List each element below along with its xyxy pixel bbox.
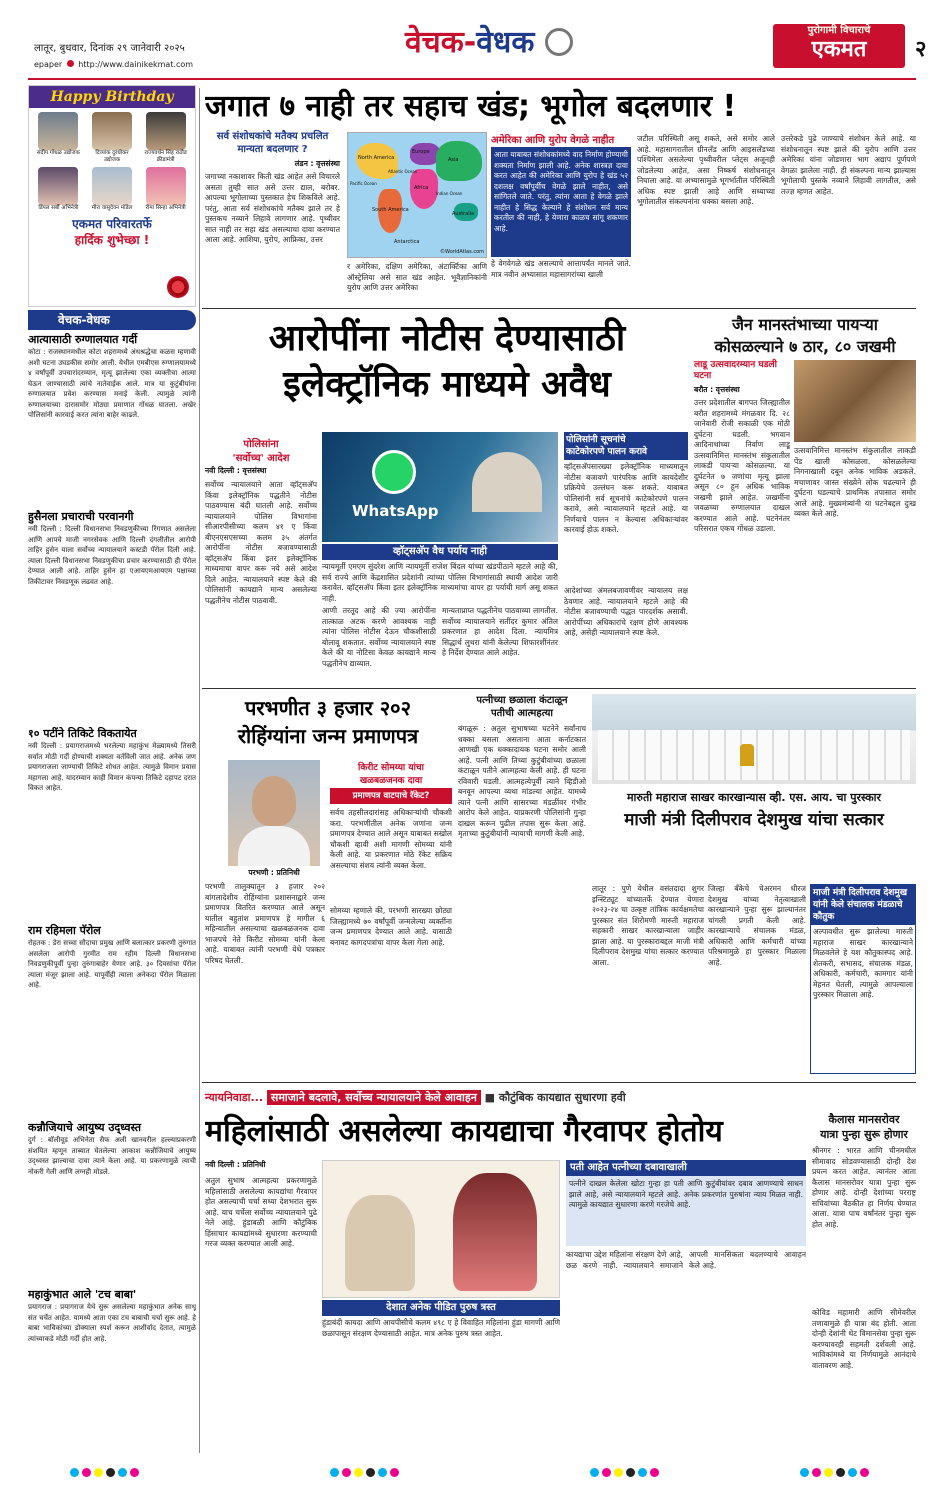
story3-body: उत्तर प्रदेशातील बागपत जिल्ह्यातील बरौत शहरामध्ये मंगळवार दि. २८ जानेवारी रोजी सकाळी एक मोठी दुर्घटना घडली. भगवान आदिनाथांच्या निर्वाण लाडू उत्सवानिमित्त मानस्तंभ संकुलातील लाकडी पायऱ्या कोसळल्या. या दुर्घटनेत ७ जणांचा मृत्यू झाला असून ८० हून अधिक भाविक जखमी झाले आहेत. जखमींना जवळच्या रुग्णालयात दाखल करण्यात आले आहे. घटनेनंतर परिसरात एकच गोंधळ उडाला. [694,398,790,533]
person-photo [146,112,186,150]
lead-body: जटील परिस्थिती असू शकते, असे समोर आले आहे. महासागरातील ग्रीनलँड आणि आइसलँडच्या पश्चिमेला असलेल्या पृथ्वीवरील प्लेट्स अजूनही जोडलेल्या आहेत, असा निष्कर्ष संशोधनातून निघाला आहे. या अभ्यासामुळे भूगर्भातील परिस्थिती अधिक स्पष्ट झाली आहे आणि सध्याच्या भूगोलातील संकल्पनांना धक्का बसला आहे. [637,134,775,206]
map-label: South America [372,207,409,213]
column-divider [199,88,200,1453]
story2-body: न्यायमूर्ती एमएम सुंदरेश आणि न्यायमूर्ती राजेश बिंदल यांच्या खंडपीठाने म्हटले आहे की, सर्व राज्ये आणि केंद्रशासित प्रदेशांनी त्यांच्या पोलिस विभागांसाठी स्थायी आदेश जारी करावेत. व्हॉट्सअ‍ॅप किंवा इतर इलेक्ट्रॉनिक माध्यमांचा वापर हा पर्यायी मार्ग असू शकत नाही. [322,562,558,603]
masthead [0,0,945,85]
sidebar-item: राम रहिमला पॅरोल रोहतक : डेरा सच्चा सौदाचा प्रमुख आणि बलात्कार प्रकरणी तुरुंगात असलेला आरोपी गुरमीत राम रहीम दिल्ली विधानसभा निवडणुकीपूर्वी पुन्हा तुरुंगाबाहेर येणार आहे. ३० दिवसांचा पॅरोल त्याला मंजूर झाला आहे. यापूर्वीही त्याला अनेकदा पॅरोल मिळाला आहे. [28,924,196,989]
lead-box-title: अमेरिका आणि युरोप वेगळे नाहीत [491,135,615,146]
map-label: Europe [412,149,430,155]
person-photo [146,167,186,205]
story2-side: पोलिसांनी सूचनांचे काटेकोरपणे पालन करावे व्हॉट्सअ‍ॅपसारख्या इलेक्ट्रॉनिक माध्यमातून नोटीस बजावणे पारंपरिक आणि कायदेशीर प्रक्रियेचे उल्लंघन करू शकते. याबाबत पोलिसांनी सर्व सूचनांचे काटेकोरपणे पालन करावे, असे न्यायालयाने म्हटले आहे. या निर्णयाचे पालन न केल्यास अधिकाऱ्यांवर कारवाई होऊ शकते. आदेशांच्या अंमलबजावणीवर न्यायालय लक्ष ठेवणार आहे. न्यायालयाने म्हटले आहे की नोटीस बजावण्याची पद्धत पारदर्शक असावी. आरोपींच्या अधिकारांचे रक्षण होणे आवश्यक आहे, असेही न्यायालयाने स्पष्ट केले. [564,432,688,682]
lead-body: हे वेगवेगळे खंड असल्याचे आत्तापर्यंत मानले जाते. मात्र नवीन अभ्यासात महासागरांच्या खाली [491,259,631,279]
story7-side-title: पती आहेत पत्नीच्या दबावाखाली [566,1160,806,1176]
story6-box [810,884,916,1074]
map-label: Indian Ocean [436,191,463,196]
story8-headline: कैलास मानसरोवर यात्रा पुन्हा सुरू होणार [820,1113,908,1141]
story2-side-title: पोलिसांनी सूचनांचे काटेकोरपणे पालन करावे [564,432,688,460]
story3-kicker: लाडू उत्सवादरम्यान घडली घटना [694,360,777,381]
story2-dateline: नवी दिल्ली : वृत्तसंस्था [205,466,267,475]
section-rule [202,1082,916,1083]
map-credit: ©WorldAtlas.com [440,249,484,255]
court-building [472,452,542,512]
section-rule [202,688,916,689]
whatsapp-label: WhatsApp [352,502,439,520]
story7-side: पती आहेत पत्नीच्या दबावाखाली पत्नीने दाखल केलेला खोटा गुन्हा हा पती आणि कुटुंबीयांवर दबाव आणण्याचे साधन झाले आहे, असे न्यायालयाने म्हटले आहे. अनेक प्रकरणांत पुरुषांना न्याय मिळत नाही. त्यामुळे कायद्यात सुधारणा करणे गरजेचे आहे. कायद्याचा उद्देश महिलांना संरक्षण देणे आहे, छळ करणे नाही. न्यायालयाने समाजाने आपली मानसिकता बदलण्याचे आवाहन केले आहे. [566,1162,806,1270]
lead-dateline: लंडन : वृत्तसंस्था [294,159,340,168]
story6-headline2: माजी मंत्री दिलीपराव देशमुख यांचा सत्कार [592,806,916,834]
sidebar-item: कन्नौजियाचे आयुष्य उद्ध्वस्त दुर्ग : बॉलीवूड अभिनेता सैफ अली खानवरील हल्ल्याप्रकरणी संशयित म्हणून ताब्यात घेतलेल्या आकाश कन्नौजियाचे आयुष्य उद्ध्वस्त झाल्याचा दावा त्याने केला आहे. या प्रकरणामुळे त्याची नोकरी गेली आणि लग्नही मोडले. [28,1121,196,1176]
bottom-strip [205,1088,805,1108]
lead-headline: जगात ७ नाही तर सहाच खंड; भूगोल बदलणार ! [205,89,737,124]
story3-dateline: बरौत : वृत्तसंस्था [694,385,740,394]
map-label: North America [358,155,395,161]
whatsapp-logo-icon [372,450,416,494]
story6-body: लातूर : पुणे येथील वसंतदादा शुगर इन्स्टिट्यूट यांच्यातर्फे देण्यात येणारा २०२३-२४ चा उत्कृष्ट तांत्रिक कार्यक्षमतेचा पुरस्कार संत शिरोमणी मारुती महाराज सहकारी साखर कारखान्याला जाहीर झाला आहे. या पुरस्काराबद्दल माजी मंत्री दिलीपराव देशमुख यांचा सत्कार करण्यात आला. [592,884,704,967]
world-map [347,132,487,258]
story2-kicker: पोलिसांना 'सर्वोच्च' आदेश [232,439,290,464]
tagline: पुरोगामी विचाराचे [807,25,871,36]
birthday-person: दिव्यांक दुरंधीकर उद्योजक [87,112,138,164]
story2-photo-caption: व्हॉट्सअ‍ॅप वैध पर्याय नाही [322,544,558,560]
story2-body: मान्यताप्राप्त पद्धतीनेच पाठवाव्या लागतील. सर्वोच्च न्यायालयाने सतींदर कुमार अंतिल प्रकरणात हा आदेश दिला. न्यायमित्र सिद्धार्थ लुथरा यांनी केलेल्या शिफारशींनंतर हे निर्देश देण्यात आले आहेत. [442,606,558,657]
whatsapp-photo [322,432,558,542]
story4-photo-caption: परभणी : प्रतिनिधी [248,868,300,877]
sidebar-item: १० पटींने तिकिटे विकतायेत नवी दिल्ली : प्रयागराजमध्ये भरलेल्या महाकुंभ मेळ्यामध्ये तिसरी सर्वात मोठी गर्दी होण्याची शक्यता वर्तविली जात आहे. अनेक जण प्रयागराजला जाण्याची तिकिटे शोधत आहेत. त्यामुळे विमान प्रवास महागला आहे. यादरम्यान काही विमान कंपन्या तिकिटे दहापट दरात विकत आहेत. [28,727,196,792]
section-rule [202,308,916,309]
story4-body: सोमय्या म्हणाले की, परभणी सारख्या छोट्या जिल्ह्यामध्ये ७० वर्षांपूर्वी जन्मलेल्या व्यक्तींना जन्म प्रमाणपत्र देण्यात आले आहे. यासाठी बनावट कागदपत्रांचा वापर केला गेला आहे. [330,906,452,947]
story5-kicker: पत्नीच्या छळाला कंटाळून पतीची आत्महत्या [476,695,568,719]
registration-marks [70,1462,142,1481]
story4-headline: परभणीत ३ हजार २०२ रोहिंग्यांना जन्म प्रमाणपत्र [237,696,419,748]
story5-body: बंगळूरू : अतुल सुभाषच्या घटनेने सर्वांनाच धक्का बसला असताना आता कर्नाटकात आणखी एक धक्कादायक घटना समोर आली आहे. पत्नी आणि तिच्या कुटुंबीयांच्या छळाला कंटाळून पतीने आत्महत्या केली आहे. ही घटना रविवारी घडली. आत्महत्येपूर्वी त्याने व्हिडीओ बनवून आपल्या व्यथा मांडल्या आहेत. यामध्ये त्याने पत्नी आणि सासरच्या मंडळींवर गंभीर आरोप केले आहेत. याप्रकरणी पोलिसांनी गुन्हा दाखल करून पुढील तपास सुरू केला आहे. मृताच्या कुटुंबीयांनी न्यायाची मागणी केली आहे. [458,724,586,838]
lead-body: उत्तरेकडे पुढे जाण्याचे संशोधन केले आहे. या संशोधनातून स्पष्ट झाले की युरोप आणि उत्तर अमेरिका यांना जोडणारा भाग अद्याप पूर्णपणे वेगळा झालेला नाही. ही संकल्पना मान्य झाल्यास भूगोलाची पुस्तके नव्याने लिहावी लागतील, असे तज्ज्ञ म्हणत आहेत. [781,134,916,196]
flower-icon [167,276,189,298]
story8-body: श्रीनगर : भारत आणि चीनमधील सीमावाद सोडवण्यासाठी दोन्ही देश प्रयत्न करत आहेत. त्यानंतर आता कैलास मानसरोवर यात्रा पुन्हा सुरू होणार आहे. दोन्ही देशांच्या परराष्ट्र सचिवांच्या बैठकीत हा निर्णय घेण्यात आला. यात्रा पाच वर्षांनंतर पुन्हा सुरू होत आहे. [812,1146,916,1229]
story8-body: कोविड महामारी आणि सीमेवरील तणावामुळे ही यात्रा बंद होती. आता दोन्ही देशांनी थेट विमानसेवा पुन्हा सुरू करण्यावरही सहमती दर्शवली आहे. भाविकांमध्ये या निर्णयामुळे आनंदाचे वातावरण आहे. [812,1308,916,1370]
story2-headline: आरोपींना नोटीस देण्यासाठी इलेक्ट्रॉनिक माध्यमे अवैध [268,318,626,405]
registration-marks [800,1462,872,1481]
story3-body: उत्सवानिमित्त मानस्तंभ संकुलातील लाकडी पेंड खाली कोसळला. कोसळलेल्या निगनाखाली दबून अनेक भाविक अडकले. मचाणावर जास्त संख्येने लोक चढल्याने ही दुर्घटना घडल्याचे प्राथमिक तपासात समोर आले आहे. मुख्यमंत्र्यांनी या घटनेबद्दल दुःख व्यक्त केले आहे. [794,446,916,518]
sidebar-label: वेचक-वेधक [28,310,196,330]
registration-marks [590,1462,662,1481]
map-label: Asia [448,157,459,163]
brand-logo: एकमत [811,37,867,62]
person-silhouette [252,776,296,826]
sidebar-item: हुसैनला प्रचाराची परवानगी नवी दिल्ली : दिल्ली विधानसभा निवडणुकीच्या रिंगणात असलेला आणि आपचे माजी नगरसेवक आणि दिल्ली दंगलीतील आरोपी ताहिर हुसेन याला सर्वोच्च न्यायालयाने कस्टडी पॅरोल दिली आहे. त्याला दिल्ली विधानसभा निवडणुकीचा प्रचार करण्यासाठी ही पॅरोल देण्यात आली आहे. ताहिर हुसेन हा एआयएमआयएम पक्षाच्या तिकीटावर निवडणूक लढवत आहे. [28,510,196,586]
dateline: लातूर, बुधवार, दिनांक २९ जानेवारी २०२५ [34,43,185,54]
story6-box-body: अल्पावधीत सुरू झालेल्या मारुती महाराज साखर कारखान्याने मिळवलेले हे यश कौतुकास्पद आहे. शेतकरी, सभासद, संचालक मंडळ, अधिकारी, कर्मचारी, कामगार यांनी मेहनत घेतली, त्यामुळे आपल्याला पुरस्कार मिळाला आहे. [813,927,913,999]
story7-caption: देशात अनेक पीडित पुरुष त्रस्त [322,1300,560,1316]
story3-headline: जैन मानस्तंभाच्या पायऱ्या कोसळल्याने ७ ठार, ८० जखमी [714,315,896,356]
lead-body: जगाच्या नकाशावर किती खंड आहेत असे विचारले असता तुम्ही सात असे उत्तर द्याल, बरोबर. आपल्या भूगोलाच्या पुस्तकात हेच शिकविले आहे. परंतु, आता सर्व संशोधकांचे मतैक्य झाले तर हे पुस्तकच नव्याने लिहावे लागणार आहे. पृथ्वीवर सात नाही तर सहा खंड असल्याचा दावा करण्यात आला आहे. आशिया, युरोप, आफ्रिका, उत्तर [205,172,340,244]
person-photo [92,167,132,205]
cartoon-man [345,1195,415,1291]
story7-dateline: नवी दिल्ली : प्रतिनिधी [205,1160,266,1169]
sidebar-item: आत्यासाठी रुग्णालयात गर्दी कोटा : राजस्थानमधील कोटा शहरामध्ये अंधश्रद्धेचा कळस म्हणावी अशी घटना उघडकीस समोर आली. येथील एमबीएस रुग्णालयामध्ये ४ वर्षांपूर्वी उपचारांदरम्यान, मृत्यू झालेल्या एका व्यक्तीचा आत्मा घेऊन जाण्यासाठी त्यांचे नातेवाईक आले. मात्र या कुटुंबीयांना रुग्णालयात प्रवेश करण्यास मनाई केली. त्यामुळे त्यांनी रुग्णालयाच्या दारासमोर मोठ्या प्रमाणात गोंधळ घातला. अखेर पोलिसांनी कारवाई करत त्यांना बाहेर काढले. [28,333,196,419]
map-label: Antarctica [394,239,420,245]
story7-cartoon [322,1160,560,1298]
magnifier-icon [545,28,573,56]
sidebar-item: महाकुंभात आले 'टच बाबा' प्रयागराज : प्रयागराज येथे सुरू असलेल्या महाकुंभात अनेक साधू संत चर्चेत आहेत. यामध्ये आता एका टच बाबाची चर्चा सुरू आहे. हे बाबा भाविकांच्या डोक्याला स्पर्श करून आशीर्वाद देतात, त्यामुळे त्यांच्याकडे मोठी गर्दी होत आहे. [28,1288,196,1343]
epaper-link[interactable]: epaper http://www.dainikekmat.com [34,60,194,69]
strip-text: समाजाने बदलावे, सर्वोच्च न्यायालयाने केले आवाहन [267,1090,481,1105]
page-number: २ [915,37,927,62]
birthday-heading: Happy Birthday [29,86,195,108]
sidebar-column [28,310,196,1455]
story3-photo [794,360,916,442]
birthday-person: मीरा वासुदेवन मॉडेल [87,167,138,212]
person-photo [38,167,78,205]
birthday-box [28,85,196,307]
group-row [598,730,910,780]
birthday-greeting: एकमत परिवारतर्फे हार्दिक शुभेच्छा ! [72,217,152,247]
story4-photo [228,760,320,866]
cartoon-woman [453,1173,537,1291]
story7-caption-body: हुंडाबंदी कायदा आणि आयपीसीचे कलम ४९८ ए हे विवाहित महिलांना हुंडा मागणी आणि छळापासून संरक्षण देण्यासाठी आहेत. मात्र अनेक पुरुष त्रस्त आहेत. [322,1318,560,1338]
birthday-person: राज्यवर्धन सिंह राठौड क्रीडामंत्री [140,112,191,164]
birthday-person: संदीप गोंधळ उद्योजक [33,112,84,164]
story7-headline: महिलांसाठी असलेल्या कायद्याचा गैरवापर होतोय [205,1114,723,1149]
map-label: Australia [452,211,475,217]
map-label: Africa [414,185,429,191]
story2-body: सर्वोच्च न्यायालयाने आता व्हॉट्सअ‍ॅप किंवा इलेक्ट्रॉनिक पद्धतीने नोटीस पाठवण्यास बंदी घातली आहे. सर्वोच्च न्यायालयाने पोलिस विभागांना सीआरपीसीच्या कलम ४१ ए किंवा बीएनएसएसच्या कलम ३५ अंतर्गत आरोपींना नोटीस बजावण्यासाठी व्हॉट्सअ‍ॅप किंवा इतर इलेक्ट्रॉनिक माध्यमाचा वापर करू नये असे आदेश दिले आहेत. न्यायालयाने स्पष्ट केले की पोलिसांनी कायद्याने मान्य असलेल्या पद्धतीनेच नोटीस पाठवावी. [205,480,317,605]
story4-body: सर्वच तहसीलदारांसह अधिकाऱ्यांची चौकशी करा. परभणीतील अनेक जणांना जन्म प्रमाणपत्र देण्यात आले असून याबाबत सखोल चौकशी व्हावी अशी मागणी सोमय्या यांनी केली आहे. या प्रकरणात मोठे रॅकेट सक्रिय असल्याचा संशय त्यांनी व्यक्त केला. [330,808,452,870]
person-photo [38,112,78,150]
story6-photo [592,694,916,784]
person-photo [92,112,132,150]
birthday-person: रीमा सिन्हा अभिनेत्री [140,167,191,212]
story7-body: अतुल सुभाष आत्महत्या प्रकरणामुळे महिलांसाठी असलेल्या कायद्यांचा गैरवापर होत असल्याची चर्चा सध्या देशभरात सुरू आहे. याच चर्चेला सर्वोच्च न्यायालयाने पुढे नेले आहे. हुंडाबळी आणि कौटुंबिक हिंसाचार कायद्यांमध्ये सुधारणा करण्याची गरज व्यक्त करण्यात आली आहे. [205,1176,317,1248]
strip-label: न्यायनिवाडा... [205,1091,264,1104]
lead-box [491,134,631,306]
lead-subhead: सर्व संशोधकांचे मतैक्य प्रचलित मान्यता बदलणार ? [216,131,329,155]
story6-body: जिल्हा बँकेचे चेअरमन धीरज देशमुख यांच्या नेतृत्वाखाली कारखान्याने पुन्हा सुरू झाल्यानंतर चांगली प्रगती केली आहे. कारखान्याचे संचालक मंडळ, अधिकारी आणि कर्मचारी यांच्या परिश्रमामुळे हा पुरस्कार मिळाला आहे. [708,884,806,967]
birthday-person: डिंपल सर्बी अभिनेत्री [33,167,84,212]
story4-red-box: प्रमाणपत्र वाटपाचे रॅकेट? [330,788,452,804]
story4-body: परभणी तालुक्यातून ३ हजार २०२ बांगलादेशीय रोहिंग्यांना प्रशासनाद्वारे जन्म प्रमाणपत्र वितरित करण्यात आले असून यातील बहुतांश प्रमाणपत्र हे मागील ६ महिन्यातील असल्याचा खळबळजनक दावा भाजपचे नेते किरीट सोमय्या यांनी केला आहे. याबाबत त्यांनी परभणी येथे पत्रकार परिषद घेतली. [205,882,325,965]
story2-body: आणी तरतूद आहे की ज्या आरोपींना तात्काळ अटक करणे आवश्यक नाही त्यांना पोलिस नोटीस देऊन चौकशीसाठी बोलावू शकतात. सर्वोच्च न्यायालयाने स्पष्ट केले की या नोटिसा केवळ कायद्याने मान्य पद्धतीनेच द्याव्यात. [322,606,436,668]
strip-text: ■ कौटुंबिक कायद्यात सुधारणा हवी [484,1091,626,1104]
story6-box-title: माजी मंत्री दिलीपराव देशमुख यांनी केले संचालक मंडळाचे कौतुक [811,885,915,925]
story4-kicker: किरीट सोमय्या यांचा खळबळजनक दावा [358,763,424,786]
map-label: Atlantic Ocean [388,169,418,174]
story6-headline1: मारुती महाराज साखर कारखान्यास व्ही. एस. आय. चा पुरस्कार [626,791,882,804]
masthead-rule [28,78,916,80]
link-icon [67,60,74,67]
trophy-icon [740,744,754,766]
registration-marks [330,1462,402,1481]
lead-body: र अमेरिका, दक्षिण अमेरिका, अंटार्क्टिका आणि ऑस्ट्रेलिया असे सात खंड आहेत. भूवैज्ञानिकांनी युरोप आणि उत्तर अमेरिका [347,262,487,292]
lead-box-body: आता याबाबत संशोधकांमध्ये वाद निर्माण होण्याची शक्यता निर्माण झाली आहे. अनेक शास्त्रज्ञ दावा करत आहेत की अमेरिका आणि युरोप हे खंड ५२ दशलक्ष वर्षांपूर्वीच वेगळे झाले नाहीत, असे सांगितले जाते. परंतु, त्यांना आता हे वेगळे झाले नाहीत हे सिद्ध केल्याने हे संशोधन सर्व मान्य करतील की नाही, हे येणारा काळच सांगू शकणार आहे. [491,147,631,257]
brand-box [773,24,905,68]
continent-shape [436,141,482,181]
section-title: वेचक-वेधक [405,20,573,61]
map-label: Pacific Ocean [350,181,377,186]
person-shirt [238,826,310,866]
